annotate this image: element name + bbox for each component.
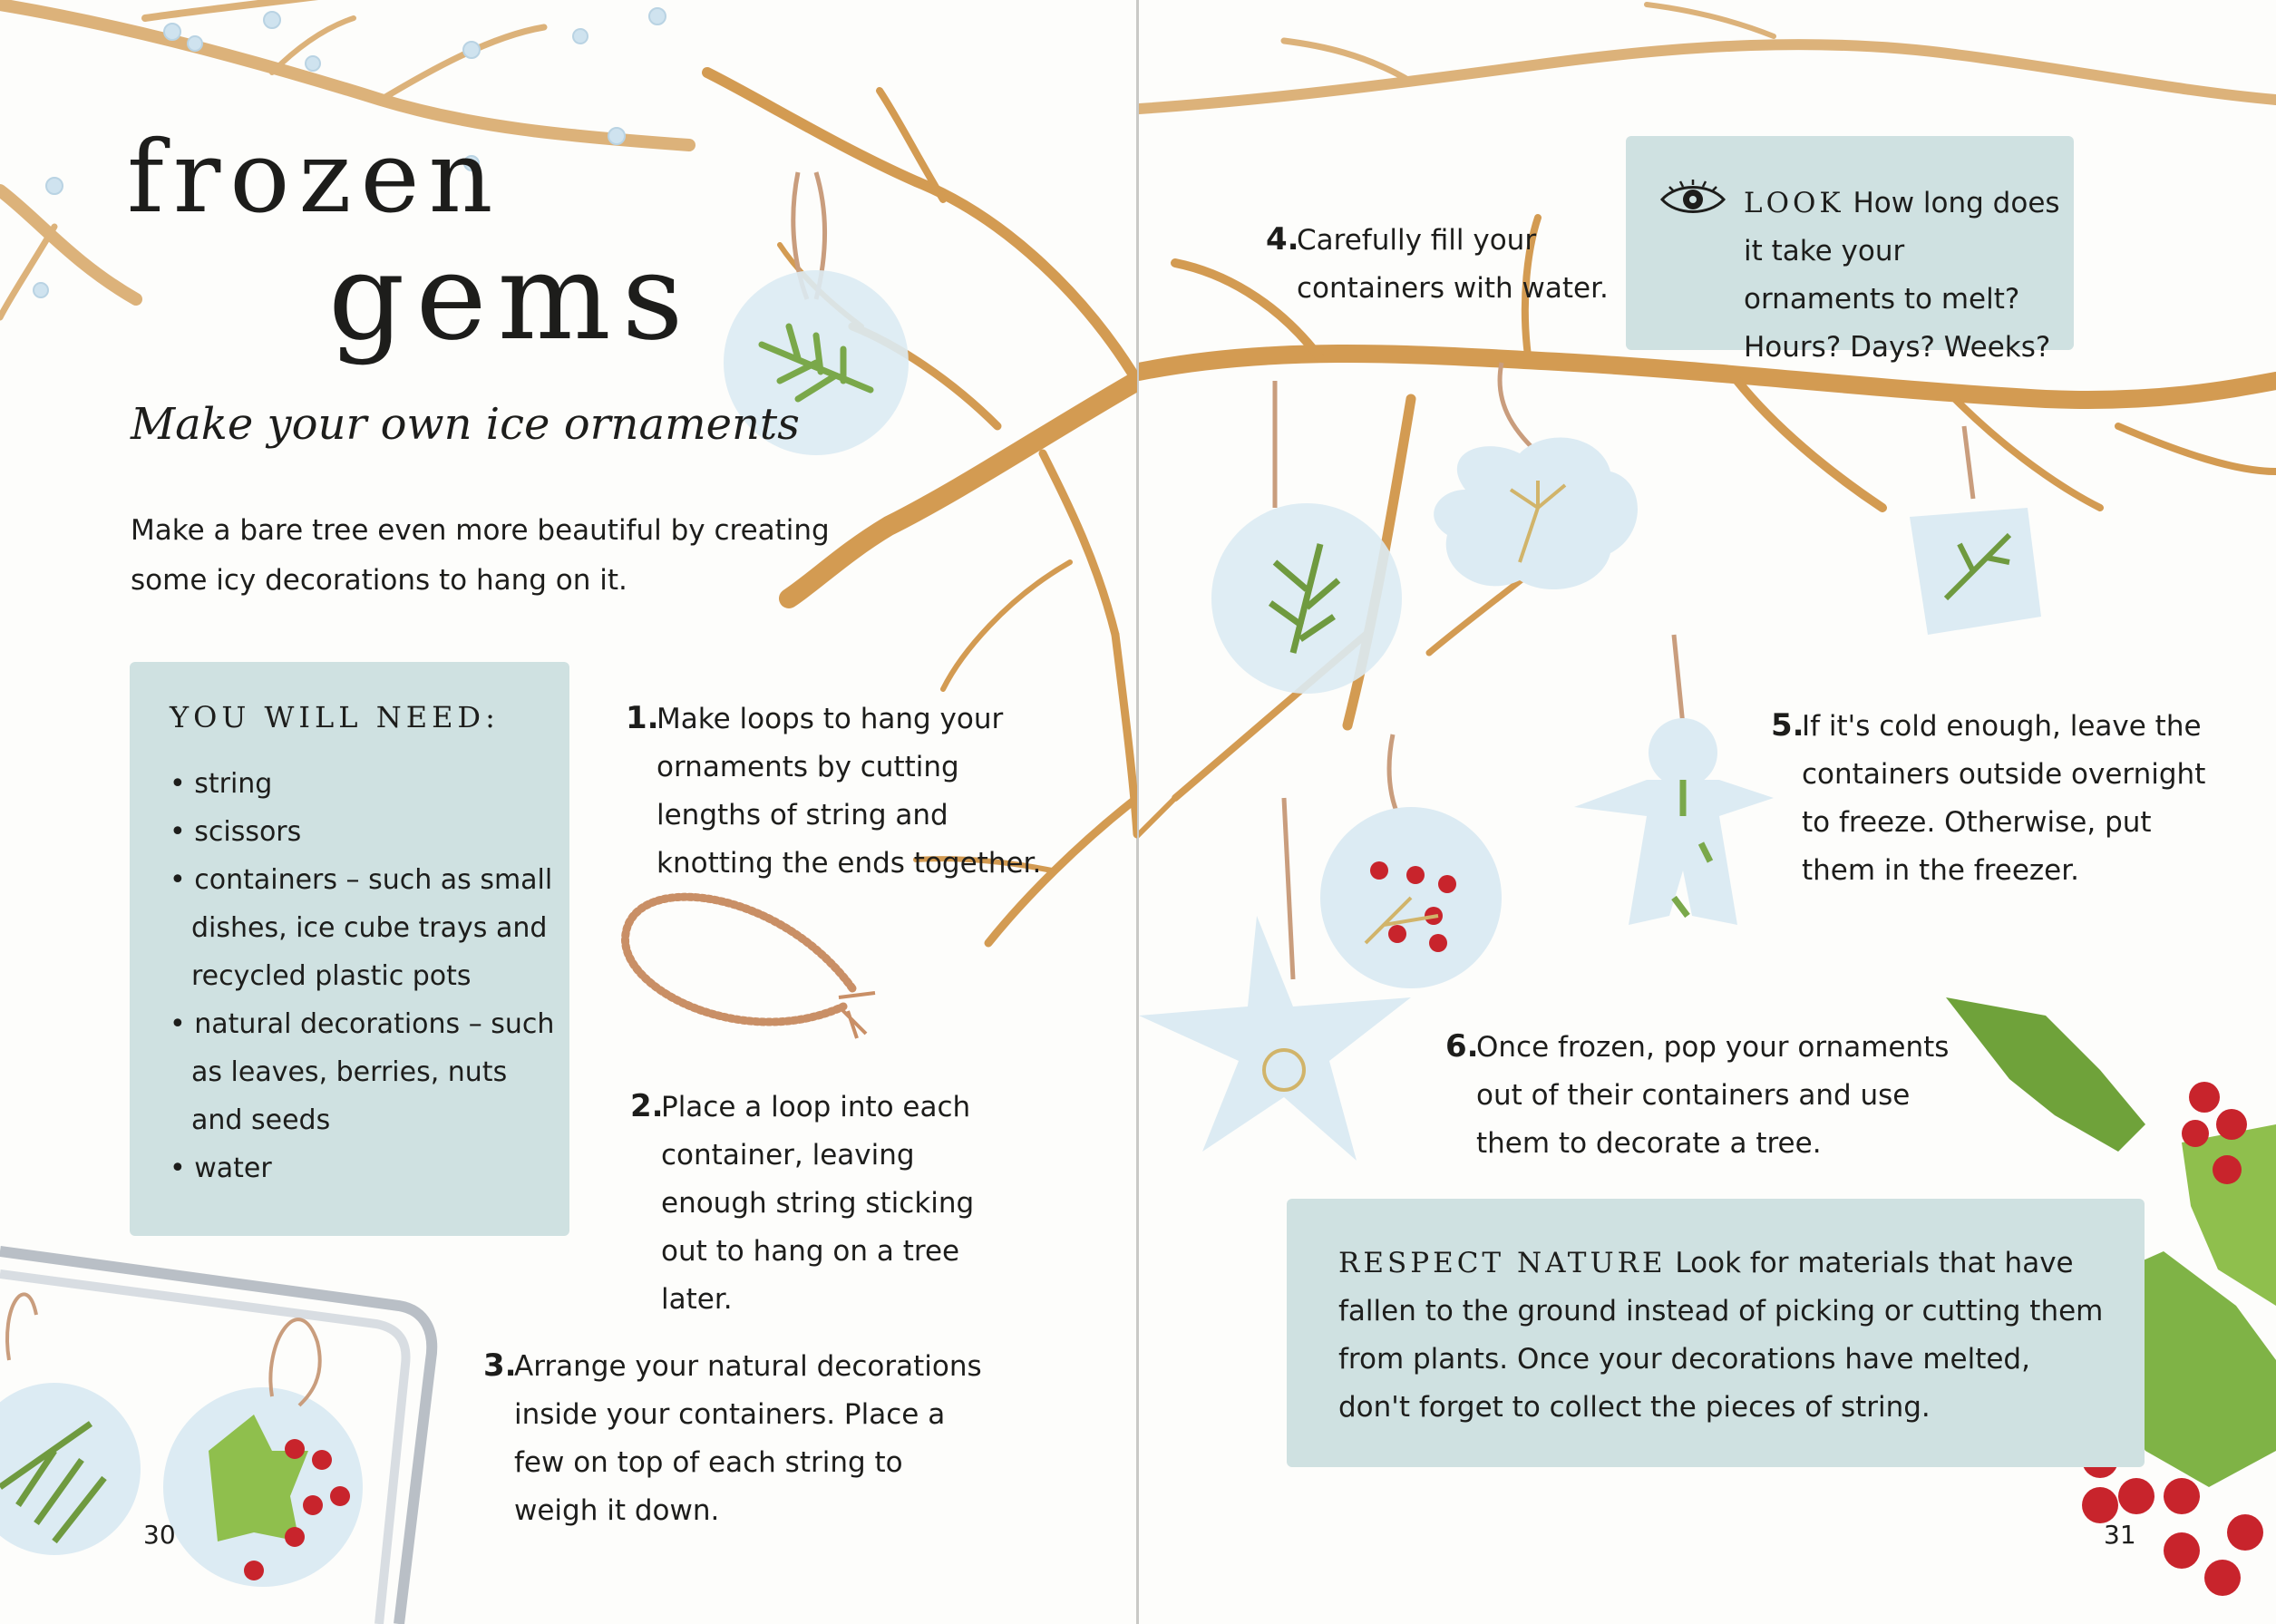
intro-paragraph: Make a bare tree even more beautiful by creating some icy decorations to hang on it. <box>131 514 830 597</box>
step-3 <box>483 1342 991 1535</box>
step-6 <box>1445 1023 1953 1168</box>
flower-cloud-ornament-illustration <box>1434 363 1638 589</box>
step-number: 6. <box>1445 1028 1479 1065</box>
step-text: Carefully fill your containers with water. <box>1297 224 1609 305</box>
list-item: • containers – such as small dishes, ice cube trays and recycled plastic pots <box>170 856 559 1000</box>
list-item: • string <box>170 760 559 808</box>
step-number: 1. <box>626 700 659 736</box>
page-title-line1: frozen <box>127 119 502 235</box>
step-text: If it's cold enough, leave the containers outside overnight to freeze. Otherwise, put them in the freezer. <box>1802 710 2206 887</box>
list-item: • water <box>170 1144 559 1192</box>
eye-icon <box>1658 178 1727 221</box>
materials-list <box>170 760 559 1192</box>
step-text: Once frozen, pop your ornaments out of their containers and use them to decorate a tree. <box>1476 1031 1950 1160</box>
step-2 <box>630 1083 1020 1324</box>
step-5 <box>1771 702 2215 895</box>
string-loop-illustration <box>625 897 875 1038</box>
step-number: 5. <box>1771 707 1804 744</box>
page-title-line2: gems <box>328 228 695 367</box>
you-will-need-heading: YOU WILL NEED: <box>170 700 500 734</box>
step-4 <box>1266 216 1629 313</box>
left-page <box>0 0 1137 1624</box>
step-text: Make loops to hang your ornaments by cutting lengths of string and knotting the ends together. <box>657 703 1042 880</box>
tray-illustration <box>0 1251 432 1624</box>
respect-nature-label: RESPECT NATURE <box>1338 1247 1667 1279</box>
fern-round-ornament-illustration <box>1211 381 1402 694</box>
page-number-left: 30 <box>143 1520 176 1550</box>
respect-nature-text <box>1338 1240 2109 1432</box>
right-page <box>1139 0 2276 1624</box>
you-will-need-panel <box>130 662 569 1236</box>
step-number: 3. <box>483 1347 517 1384</box>
look-text <box>1744 180 2061 372</box>
look-body: How long does it take your ornaments to melt? Hours? Days? Weeks? <box>1744 187 2060 364</box>
respect-nature-body: Look for materials that have fallen to the ground instead of picking or cutting them from plants. Once your decorations have melted, don't forget to collect the pieces of string. <box>1338 1247 2104 1424</box>
page-subtitle: Make your own ice ornaments <box>131 399 800 450</box>
gingerbread-ornament-illustration <box>1574 635 1774 925</box>
berry-ornament-illustration <box>1320 734 1502 988</box>
look-label: LOOK <box>1744 187 1844 219</box>
step-number: 2. <box>630 1088 664 1124</box>
respect-nature-callout <box>1287 1199 2145 1467</box>
step-text: Place a loop into each container, leaving enough string sticking out to hang on a tree later. <box>661 1091 975 1316</box>
step-number: 4. <box>1266 221 1299 258</box>
step-1 <box>626 695 1052 888</box>
look-callout <box>1626 136 2074 364</box>
list-item: • scissors <box>170 808 559 856</box>
page-number-right: 31 <box>2104 1520 2136 1550</box>
list-item: • natural decorations – such as leaves, berries, nuts and seeds <box>170 1000 559 1144</box>
step-text: Arrange your natural decorations inside your containers. Place a few on top of each string to weigh it down. <box>514 1350 982 1527</box>
